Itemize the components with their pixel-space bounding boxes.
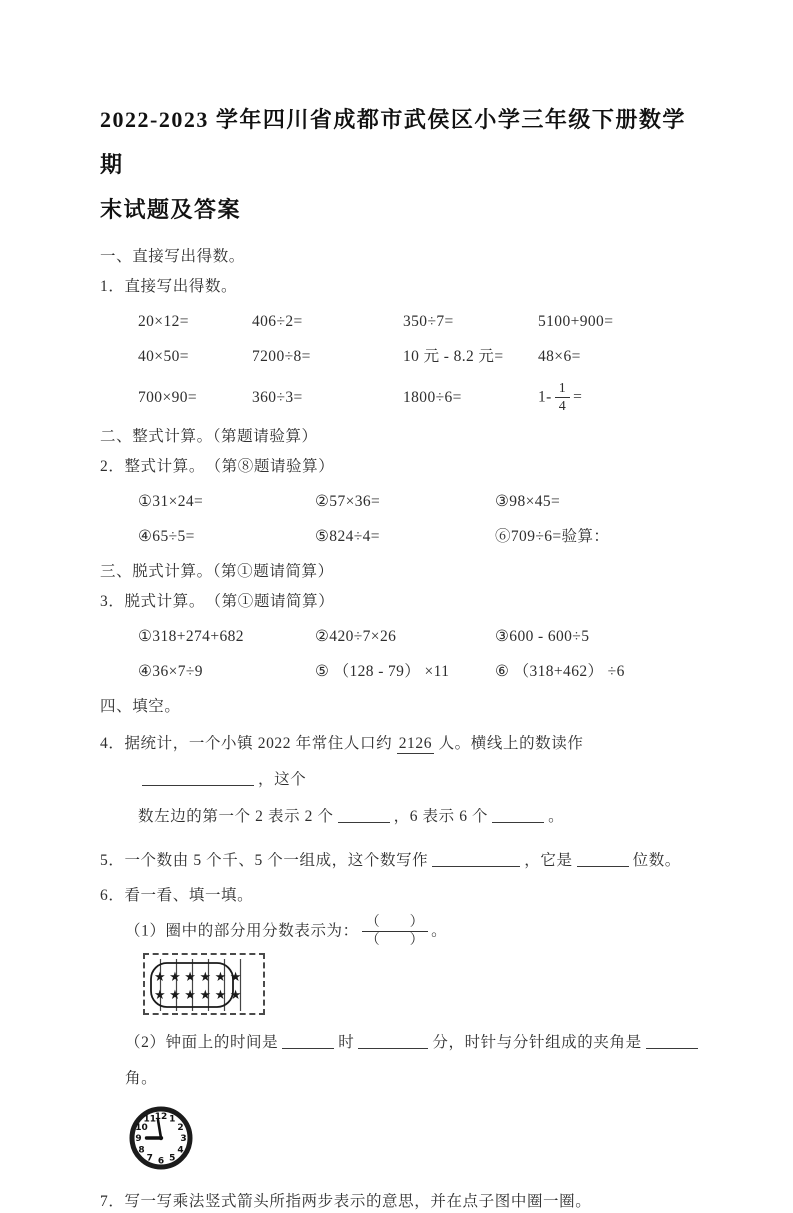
question-1-label: 1．直接写出得数。 — [100, 278, 238, 295]
q5-text: 5．一个数由 5 个千、5 个一组成，这个数写作 — [100, 851, 429, 869]
blank-fraction — [362, 915, 428, 949]
q6-2-text: 时 — [338, 1033, 355, 1051]
answer-blank — [646, 1034, 698, 1049]
clock-number: 7 — [146, 1153, 153, 1164]
expression-cell: 406÷2= — [252, 313, 303, 330]
underlined-number: 2126 — [398, 734, 433, 752]
q6-1-text: （1）圈中的部分用分数表示为： — [125, 922, 359, 940]
clock-number: 11 — [143, 1114, 157, 1125]
fraction-numerator: 1 — [555, 381, 570, 398]
clock-figure — [127, 1103, 197, 1177]
q3-row-2 — [100, 661, 703, 683]
expression-cell: ⑥709÷6=验算： — [495, 527, 610, 545]
q4-text: ，这个 — [258, 770, 307, 788]
stars-figure — [143, 953, 265, 1015]
expression-cell: 360÷3= — [252, 388, 303, 406]
page-title-line1: 2022-2023 学年四川省成都市武侯区小学三年级下册数学期 — [100, 107, 686, 177]
expression-cell: ②420÷7×26 — [315, 627, 397, 645]
q6-2-text: 分，时针与分针组成的夹角是 — [432, 1033, 642, 1051]
answer-blank — [142, 771, 254, 786]
section-2-header: 二、整式计算。（第题请验算） — [100, 427, 318, 445]
expression-cell: ②57×36= — [315, 492, 381, 510]
expression-cell: 10 元 - 8.2 元= — [403, 348, 504, 365]
q6-2-text: （2）钟面上的时间是 — [125, 1033, 279, 1051]
page-title — [100, 97, 703, 232]
expression-cell: ⑤824÷4= — [315, 527, 380, 545]
q4-text: 4．据统计，一个小镇 2022 年常住人口约 — [100, 734, 397, 752]
fraction-denominator: 4 — [558, 399, 567, 415]
fraction-lead: 1- — [538, 388, 552, 406]
clock-number: 10 — [135, 1122, 148, 1133]
section-3-header: 三、脱式计算。（第①题请简算） — [100, 562, 334, 580]
expression-cell: ⑥ （318+462） ÷6 — [495, 662, 625, 680]
q5-text: ，它是 — [524, 851, 573, 869]
fraction — [555, 381, 570, 415]
expression-cell-fraction — [538, 381, 703, 415]
clock-number: 5 — [169, 1153, 176, 1164]
q3-row-1 — [100, 626, 703, 648]
section-4-header: 四、填空。 — [100, 697, 181, 715]
question-3-label: 3．脱式计算。 （第①题请简算） — [100, 592, 335, 610]
expression-cell: ③98×45= — [495, 492, 561, 510]
q6-1-text: 。 — [431, 922, 448, 940]
clock-number: 2 — [177, 1122, 184, 1133]
q5-text: 位数。 — [632, 851, 681, 869]
section-1-header: 一、直接写出得数。 — [100, 248, 245, 265]
expression-cell: 20×12= — [138, 313, 189, 330]
clock-number: 9 — [135, 1133, 142, 1144]
clock-center-dot — [159, 1135, 163, 1139]
q4-text: 。 — [548, 807, 565, 825]
clock-number: 1 — [169, 1114, 176, 1125]
q4-text: ，6 表示 6 个 — [393, 807, 489, 825]
q2-row-2 — [100, 526, 703, 548]
expression-cell: ④36×7÷9 — [138, 662, 203, 680]
question-6-sub1 — [100, 915, 703, 949]
answer-blank — [577, 852, 629, 867]
clock-number: 4 — [177, 1144, 184, 1155]
expression-cell: ①318+274+682 — [138, 627, 244, 645]
clock-number: 3 — [180, 1133, 187, 1144]
expression-cell: ⑤ （128 - 79） ×11 — [315, 662, 450, 680]
expression-cell: 1800÷6= — [403, 388, 462, 406]
clock-number: 6 — [157, 1156, 165, 1167]
question-6-sub2 — [100, 1025, 703, 1097]
expression-cell: 48×6= — [538, 348, 581, 365]
star-row: ★★★★★★ — [154, 987, 245, 1003]
q4-text: 数左边的第一个 2 表示 2 个 — [138, 807, 334, 825]
question-4-line2 — [100, 799, 703, 835]
q1-row-1 — [100, 311, 703, 333]
question-2-label: 2．整式计算。 （第⑧题请验算） — [100, 457, 335, 475]
q4-text: 人。横线上的数读作 — [434, 734, 584, 752]
expression-cell: ④65÷5= — [138, 527, 195, 545]
expression-cell: ①31×24= — [138, 492, 204, 510]
question-7: 7．写一写乘法竖式箭头所指两步表示的意思，并在点子图中圈一圈。 — [100, 1192, 592, 1210]
expression-cell: 5100+900= — [538, 313, 614, 330]
question-6-label: 6．看一看、填一填。 — [100, 886, 254, 904]
blank-fraction-denominator: （ ） — [365, 933, 425, 949]
question-5 — [100, 843, 703, 879]
clock-figure-svg — [127, 1103, 197, 1175]
answer-blank — [492, 808, 544, 823]
q6-2-text: 角。 — [125, 1069, 158, 1087]
expression-cell: ③600 - 600÷5 — [495, 627, 590, 645]
question-4-line1 — [100, 726, 703, 798]
clock-number: 12 — [154, 1111, 168, 1122]
q1-row-3 — [100, 381, 703, 415]
expression-cell: 350÷7= — [403, 313, 454, 330]
stars-figure-svg — [148, 958, 262, 1012]
answer-blank — [358, 1034, 428, 1049]
expression-cell: 40×50= — [138, 348, 189, 365]
expression-cell: 700×90= — [138, 388, 198, 406]
fraction-equals: = — [573, 388, 583, 406]
q2-row-1 — [100, 491, 703, 513]
star-row: ★★★★★★ — [154, 969, 245, 985]
clock-number: 8 — [138, 1144, 145, 1155]
page-title-line2: 末试题及答案 — [100, 197, 242, 222]
answer-blank — [282, 1034, 334, 1049]
expression-cell: 7200÷8= — [252, 348, 311, 365]
q1-row-2 — [100, 346, 703, 368]
answer-blank — [338, 808, 390, 823]
blank-fraction-numerator: （ ） — [362, 915, 428, 932]
answer-blank — [432, 852, 520, 867]
